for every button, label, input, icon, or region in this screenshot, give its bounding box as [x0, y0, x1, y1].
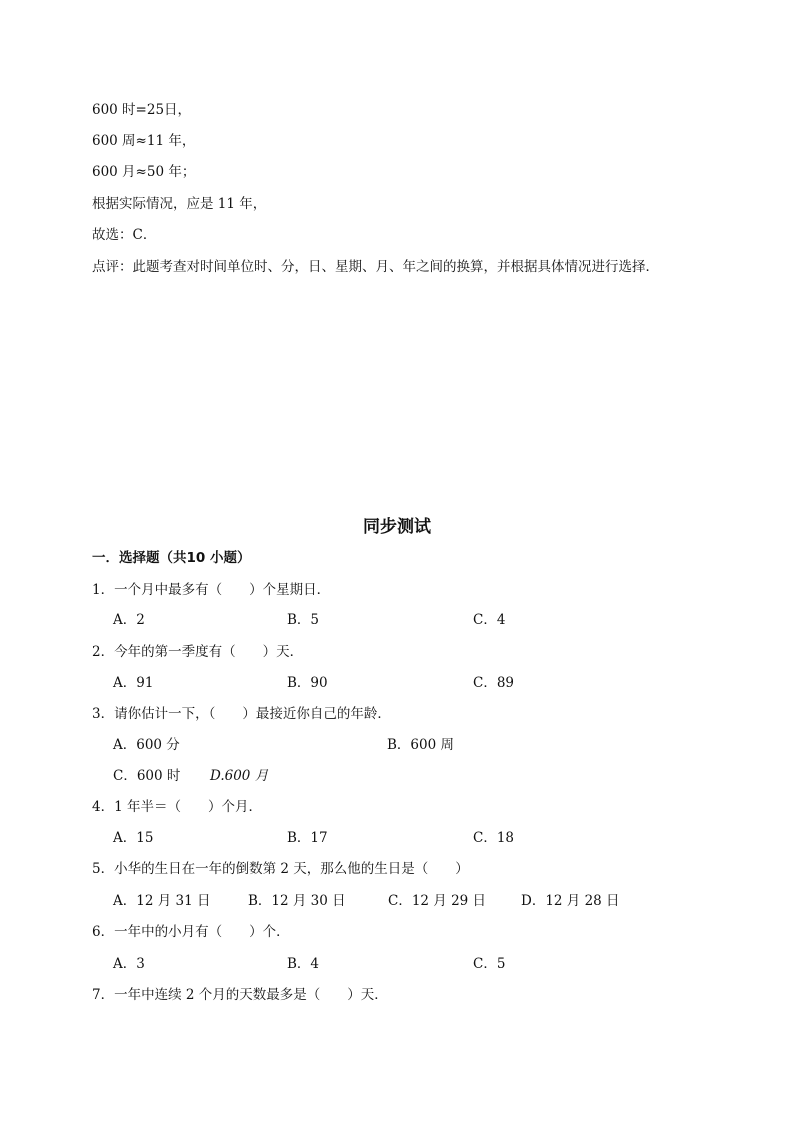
solution-line-2: 600 周≈11 年，: [92, 133, 196, 149]
question-2-stem: 2．今年的第一季度有（ ）天．: [92, 644, 304, 660]
question-3-option-a[interactable]: A．600 分: [113, 737, 180, 753]
question-5-option-b[interactable]: B．12 月 30 日: [248, 893, 346, 909]
question-3-stem: 3．请你估计一下，（ ）最接近你自己的年龄．: [92, 706, 391, 722]
question-1-option-a[interactable]: A．2: [113, 612, 145, 628]
question-4-option-a[interactable]: A．15: [113, 830, 154, 846]
section-heading: 一．选择题（共10 小题）: [92, 550, 251, 566]
question-5-option-c[interactable]: C．12 月 29 日: [388, 893, 487, 909]
question-6-option-a[interactable]: A．3: [113, 956, 145, 972]
question-3-option-c[interactable]: C．600 时: [113, 768, 181, 784]
question-2-option-c[interactable]: C．89: [473, 675, 515, 691]
question-6-option-c[interactable]: C．5: [473, 956, 506, 972]
solution-line-5: 故选：C．: [92, 227, 157, 243]
question-3-option-b[interactable]: B．600 周: [387, 737, 454, 753]
test-title: 同步测试: [363, 517, 431, 537]
question-4-option-c[interactable]: C．18: [473, 830, 515, 846]
question-7-stem: 7．一年中连续 2 个月的天数最多是（ ）天．: [92, 987, 388, 1003]
question-6-option-b[interactable]: B．4: [287, 956, 320, 972]
question-1-option-b[interactable]: B．5: [287, 612, 320, 628]
question-5-option-a[interactable]: A．12 月 31 日: [113, 893, 211, 909]
question-4-option-b[interactable]: B．17: [287, 830, 328, 846]
solution-line-4: 根据实际情况，应是 11 年，: [92, 196, 267, 212]
solution-comment: 点评：此题考查对时间单位时、分，日、星期、月、年之间的换算，并根据具体情况进行选择．: [92, 259, 659, 275]
question-3-option-d[interactable]: D.600 月: [210, 768, 269, 784]
question-2-option-b[interactable]: B．90: [287, 675, 328, 691]
question-1-stem: 1．一个月中最多有（ ）个星期日．: [92, 582, 331, 598]
question-1-option-c[interactable]: C．4: [473, 612, 506, 628]
question-6-stem: 6．一年中的小月有（ ）个．: [92, 924, 290, 940]
question-5-stem: 5．小华的生日在一年的倒数第 2 天，那么他的生日是（ ）: [92, 861, 469, 877]
solution-line-3: 600 月≈50 年；: [92, 164, 196, 180]
solution-line-1: 600 时=25日，: [92, 102, 192, 118]
question-5-option-d[interactable]: D．12 月 28 日: [521, 893, 620, 909]
question-2-option-a[interactable]: A．91: [113, 675, 154, 691]
question-4-stem: 4．1 年半＝（ ）个月．: [92, 799, 262, 815]
